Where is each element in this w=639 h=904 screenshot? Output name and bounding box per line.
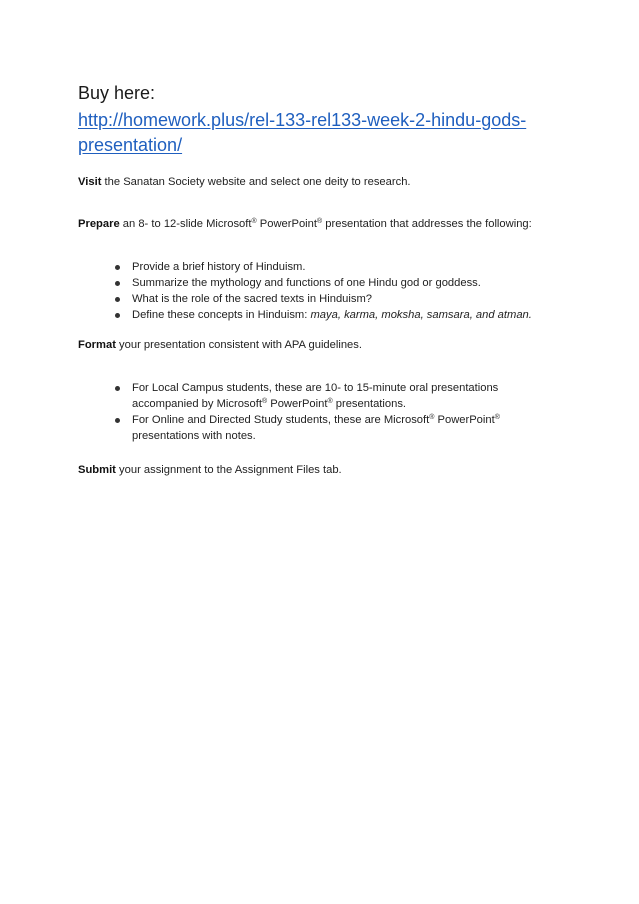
- prepare-paragraph: [78, 216, 532, 232]
- registered-mark: ®: [251, 218, 257, 225]
- registered-mark: ®: [327, 398, 333, 405]
- registered-mark: ®: [261, 398, 268, 405]
- list-item: What is the role of the sacred texts in Hinduism?: [112, 291, 532, 307]
- registered-mark: ®: [429, 414, 435, 421]
- campus-list: [112, 380, 517, 444]
- bullet-icon: [115, 265, 120, 270]
- format-text: your presentation consistent with APA guidelines.: [115, 339, 362, 351]
- bullet-icon: [115, 386, 120, 391]
- list-item: Summarize the mythology and functions of one Hindu god or goddess.: [112, 275, 532, 291]
- list-item: For Local Campus students, these are 10- to 15-minute oral presentations accompanied by Microsoft® PowerPoint® presentations.: [112, 380, 517, 412]
- registered-mark: ®: [317, 218, 323, 225]
- list-item: Define these concepts in Hinduism: maya, karma, moksha, samsara, and atman.: [112, 307, 532, 323]
- visit-text: the Sanatan Society website and select one deity to research.: [101, 176, 411, 188]
- list-item: For Online and Directed Study students, these are Microsoft® PowerPoint® presentations with notes.: [112, 412, 517, 444]
- list-item: Provide a brief history of Hinduism.: [112, 259, 532, 275]
- submit-text: your assignment to the Assignment Files tab.: [115, 464, 342, 476]
- buy-here-label: Buy here:: [78, 83, 156, 103]
- bullet-icon: [115, 281, 120, 286]
- visit-keyword: Visit: [78, 176, 102, 188]
- bullet-icon: [115, 418, 120, 423]
- visit-paragraph: [78, 174, 411, 190]
- purchase-link[interactable]: http://homework.plus/rel-133-rel133-week-2-hindu-gods-presentation/: [78, 110, 527, 155]
- prepare-text-b: PowerPoint: [256, 218, 317, 230]
- topics-list: [112, 259, 532, 323]
- prepare-keyword: Prepare: [78, 218, 120, 230]
- prepare-text-a: an 8- to 12-slide Microsoft: [119, 218, 252, 230]
- bullet-icon: [115, 313, 120, 318]
- format-keyword: Format: [78, 339, 116, 351]
- submit-paragraph: [78, 462, 342, 478]
- bullet-icon: [115, 297, 120, 302]
- registered-mark: ®: [494, 414, 500, 421]
- format-paragraph: [78, 337, 362, 353]
- prepare-text-c: presentation that addresses the following:: [322, 218, 532, 230]
- submit-keyword: Submit: [78, 464, 116, 476]
